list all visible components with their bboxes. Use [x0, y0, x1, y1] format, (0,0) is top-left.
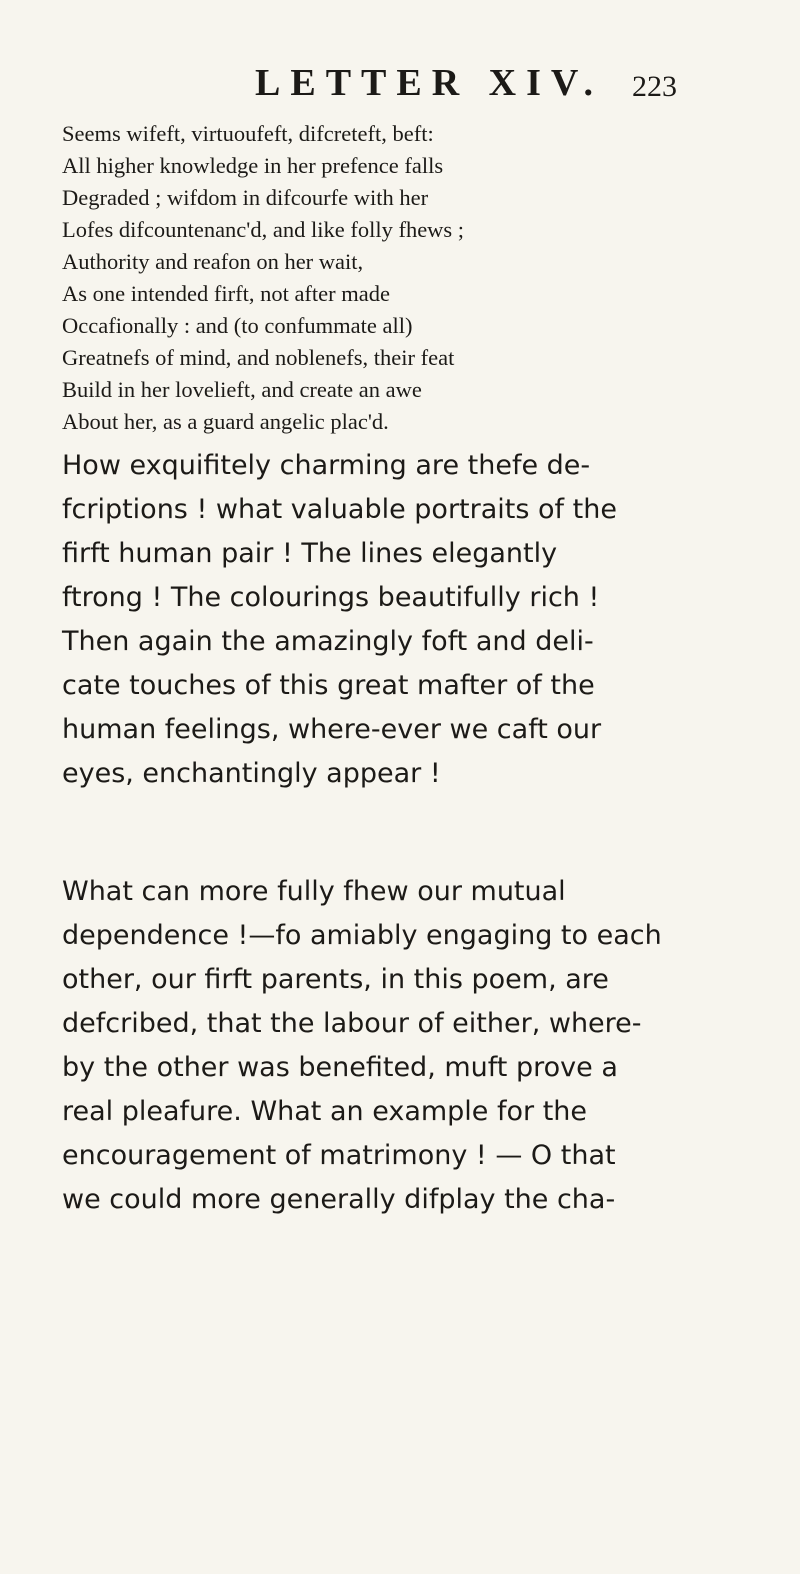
verse-line: Occafionally : and (to confummate all) [62, 313, 413, 338]
verse-line: Degraded ; wifdom in difcourfe with her [62, 185, 429, 210]
running-head [0, 58, 800, 108]
text-line: we could more generally difplay the cha- [62, 1184, 616, 1215]
text-line: real pleafure. What an example for the [62, 1096, 588, 1127]
text-line: fcriptions ! what valuable portraits of the [62, 494, 617, 525]
verse-line: About her, as a guard angelic plac'd. [62, 409, 389, 434]
text-line: eyes, enchantingly appear ! [62, 758, 441, 789]
paragraph-2 [62, 870, 762, 1222]
verse-line: All higher knowledge in her prefence falls [62, 153, 444, 178]
text-line: Then again the amazingly foft and deli- [62, 626, 594, 657]
text-line: encouragement of matrimony ! — O that [62, 1140, 616, 1171]
text-line: cate touches of this great mafter of the [62, 670, 595, 701]
text-line: other, our firft parents, in this poem, are [62, 964, 609, 995]
verse-line: As one intended firft, not after made [62, 281, 391, 306]
text-line: by the other was benefited, muft prove a [62, 1052, 618, 1083]
text-line: defcribed, that the labour of either, where- [62, 1008, 642, 1039]
text-line: How exquifitely charming are thefe de- [62, 450, 591, 481]
verse-line: Build in her loveliеft, and create an awe [62, 377, 422, 402]
page-number: 223 [632, 70, 677, 103]
verse-quotation [62, 118, 762, 438]
verse-line: Authority and reafon on her wait, [62, 249, 364, 274]
text-line: ftrong ! The colourings beautifully rich ! [62, 582, 600, 613]
text-line: What can more fully fhew our mutual [62, 876, 566, 907]
chapter-title: LETTER XIV. [255, 62, 603, 104]
text-line: firft human pair ! The lines elegantly [62, 538, 558, 569]
verse-line: Lofes difcountenanc'd, and like folly fhews ; [62, 217, 465, 242]
verse-line: Greatnefs of mind, and noblenefs, their feat [62, 345, 455, 370]
text-line: human feelings, where-ever we caft our [62, 714, 602, 745]
text-line: dependence !—fo amiably engaging to each [62, 920, 662, 951]
paragraph-1 [62, 444, 762, 796]
verse-line: Seems wifeft, virtuoufeft, difcreteft, beft: [62, 121, 434, 146]
